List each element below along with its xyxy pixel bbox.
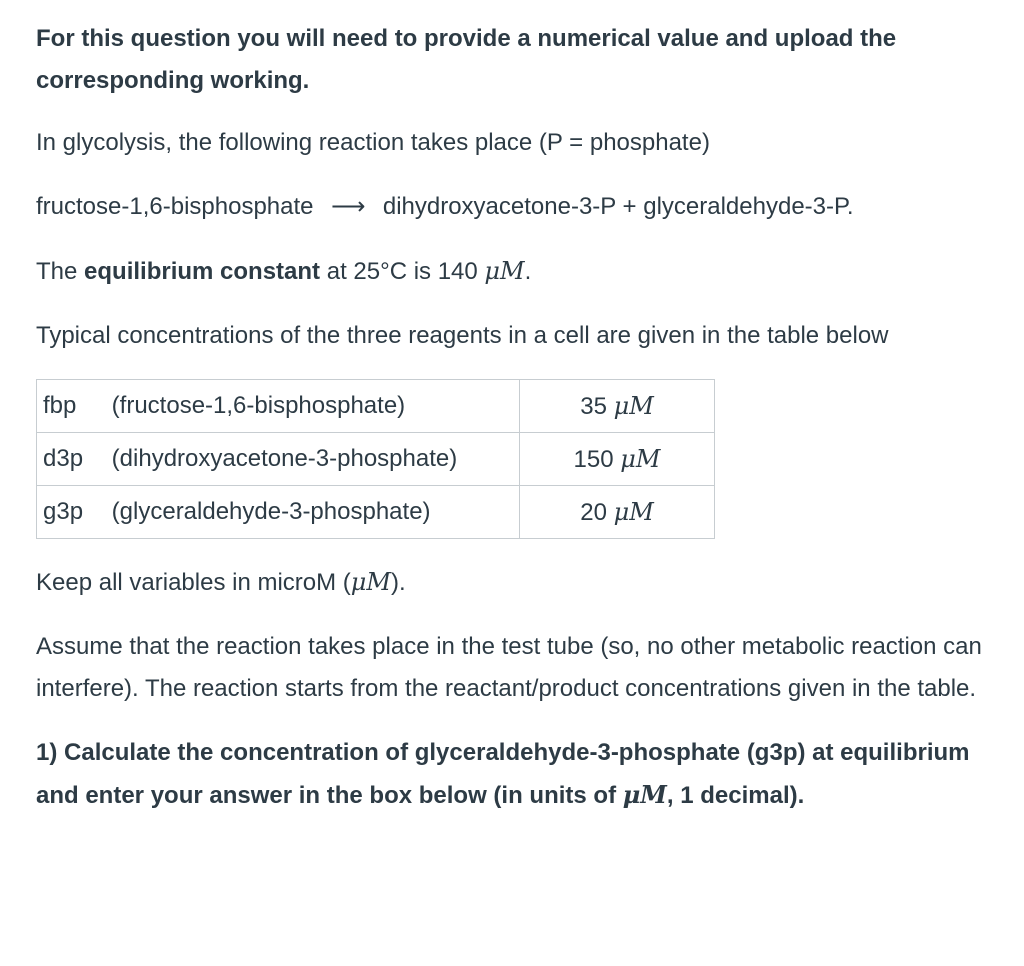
concentration-value: 150 <box>573 445 614 473</box>
reagent-abbr: g3p <box>43 498 84 525</box>
table-row <box>37 380 715 433</box>
question-prompt <box>36 732 988 817</box>
products: dihydroxyacetone-3-P + glyceraldehyde-3-P. <box>382 193 854 220</box>
table-intro: Typical concentrations of the three reagents in a cell are given in the table below <box>36 322 889 349</box>
concentration-unit: μM <box>613 497 654 526</box>
units-suffix: ). <box>390 569 406 596</box>
assumption-text: Assume that the reaction takes place in the test tube (so, no other metabolic reaction can interfere). The reaction starts from the reactant/product concentrations given in the table. <box>36 633 982 702</box>
reagent-abbr: fbp <box>43 392 77 419</box>
reagent-name: (fructose-1,6-bisphosphate) <box>111 392 406 419</box>
question-intro: For this question you will need to provide a numerical value and upload the corresponding working. <box>36 25 897 94</box>
reagent-name: (glyceraldehyde-3-phosphate) <box>111 498 431 525</box>
table-row <box>37 433 715 486</box>
concentration-cell <box>520 486 715 539</box>
reagent-cell <box>37 433 520 486</box>
concentration-value: 35 <box>580 392 607 420</box>
reaction-context: In glycolysis, the following reaction takes place (P = phosphate) <box>36 129 710 156</box>
question-suffix: , 1 decimal). <box>666 782 805 809</box>
reaction-arrow-icon: ⟶ <box>330 193 366 220</box>
reagent-cell <box>37 380 520 433</box>
concentration-cell <box>520 380 715 433</box>
concentration-value: 20 <box>580 498 607 526</box>
units-unit: μM <box>350 568 391 596</box>
units-prefix: Keep all variables in microM ( <box>36 569 351 596</box>
reagent-abbr: d3p <box>43 445 84 472</box>
eq-middle: at 25°C is 140 <box>326 258 478 285</box>
question-prefix: 1) Calculate the concentration of glyceraldehyde-3-phosphate (g3p) at equilibrium and enter your answer in the box below (in units of <box>36 739 970 809</box>
equilibrium-constant-statement <box>36 250 988 293</box>
reagent-cell <box>37 486 520 539</box>
reaction-equation <box>36 186 988 228</box>
concentration-table <box>36 379 715 539</box>
eq-term: equilibrium constant <box>84 258 321 285</box>
eq-unit: μM <box>484 257 525 285</box>
eq-prefix: The <box>36 258 78 285</box>
concentration-cell <box>520 433 715 486</box>
units-note <box>36 561 988 604</box>
question-unit: μM <box>622 780 667 809</box>
reactant: fructose-1,6-bisphosphate <box>36 193 314 220</box>
reagent-name: (dihydroxyacetone-3-phosphate) <box>111 445 458 472</box>
table-row <box>37 486 715 539</box>
eq-suffix: . <box>524 258 532 285</box>
concentration-unit: μM <box>613 391 654 420</box>
concentration-unit: μM <box>620 444 661 473</box>
